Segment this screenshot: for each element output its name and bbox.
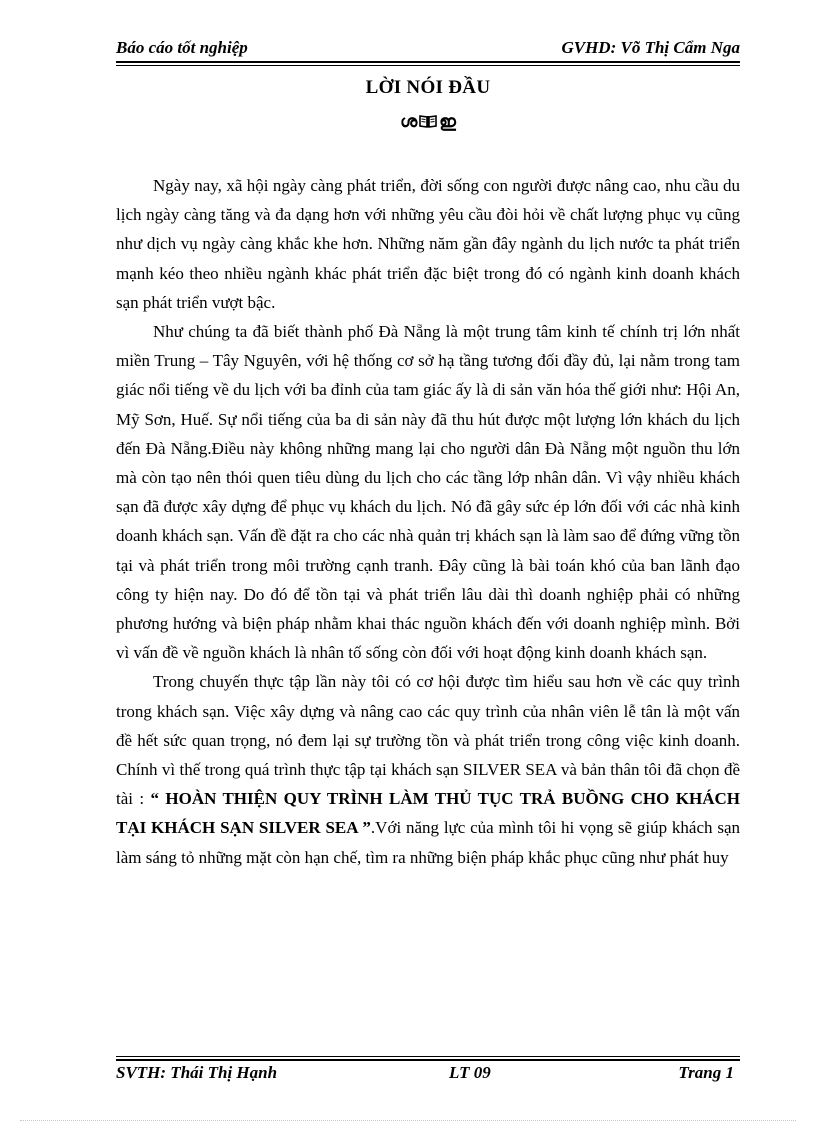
report-type-label: Báo cáo tốt nghiệp [116, 38, 248, 57]
paragraph-3-intro: Trong chuyến thực tập lần này tôi có cơ hội được tìm hiểu sau hơn về các quy trình trong khách sạn. Việc xây dựng và nâng cao các quy trình của nhân viên lễ tân là một vấn đề hết sức quan trọng, nó đem lại sự trường tồn và phát triển trong công việc kinh doanh. Chính vì thế trong quá trình thực tập tại khách sạn SILVER SEA và bản thân tôi đã chọn đề tài : [116, 672, 740, 809]
page-title: LỜI NÓI ĐẦU [365, 77, 491, 98]
header-rule-thin [116, 65, 740, 66]
paragraph-1: Ngày nay, xã hội ngày càng phát triển, đời sống con người được nâng cao, nhu cầu du lịch ngày càng tăng và đa dạng hơn với những yêu cầu đòi hỏi về chất lượng phục vụ cũng như dịch vụ ngày càng khắc khe hơn. Những năm gần đây ngành du lịch nước ta phát triển mạnh kéo theo nhiều ngành khác phát triển đặc biệt trong đó có ngành kinh doanh khách sạn phát triển vượt bậc. [116, 176, 740, 312]
page-edge-divider [20, 1120, 796, 1121]
open-book-icon [419, 113, 437, 127]
page-footer [116, 1063, 740, 1087]
paragraph-2: Như chúng ta đã biết thành phố Đà Nẵng là một trung tâm kinh tế chính trị lớn nhất miền Trung – Tây Nguyên, với hệ thống cơ sở hạ tầng tương đối đầy đủ, lại nằm trong tam giác nổi tiếng về du lịch với ba đỉnh của tam giác ấy là di sản văn hóa thế giới như: Hội An, Mỹ Sơn, Huế. Sự nổi tiếng của ba di sản này đã thu hút được một lượng lớn khách du lịch đến Đà Nẵng.Điều này không những mang lại cho người dân Đà Nẵng một nguồn thu lớn mà còn tạo nên thói quen tiêu dùng du lịch cho các tầng lớp nhân dân. Vì vậy nhiều khách sạn đã được xây dựng để phục vụ khách du lịch. Nó đã gây sức ép lớn đối với các nhà kinh doanh khách sạn. Vấn đề đặt ra cho các nhà quản trị khách sạn là làm sao để đứng vững tồn tại và phát triển trong môi trường cạnh tranh. Đây cũng là bài toán khó của ban lãnh đạo công ty hiện nay. Do đó để tồn tại và phát triển lâu dài thì doanh nghiệp phải có những phương hướng và biện pháp nhằm khai thác nguồn khách đến với doanh nghiệp mình. Bởi vì vấn đề về nguồn khách là nhân tố sống còn đối với hoạt động kinh doanh khách sạn. [116, 322, 740, 663]
document-body [116, 171, 740, 872]
class-label: LT 09 [449, 1063, 491, 1082]
supervisor-label: GVHD: Võ Thị Cẩm Nga [561, 38, 740, 57]
page-number: Trang 1 [678, 1063, 734, 1082]
paragraph-3-continuation: .Với năng lực của mình tôi hi vọng sẽ giúp khách sạn làm sáng tỏ những mặt còn hạn chế, tìm ra những biện pháp khắc phục cũng như phát huy [116, 818, 740, 867]
ornament-left-glyph: ശ [400, 112, 418, 131]
paragraph-3 [116, 667, 740, 871]
footer-rule-thin [116, 1056, 740, 1057]
student-label: SVTH: Thái Thị Hạnh [116, 1063, 278, 1082]
page-header [116, 36, 740, 62]
header-rule-thick [116, 61, 740, 63]
thesis-topic: “ HOÀN THIỆN QUY TRÌNH LÀM THỦ TỤC TRẢ BUỒNG CHO KHÁCH TẠI KHÁCH SẠN SILVER SEA ” [116, 789, 740, 838]
title-ornament [116, 112, 740, 132]
footer-rule-thick [116, 1059, 740, 1061]
ornament-right-glyph: ഇ [439, 112, 456, 131]
